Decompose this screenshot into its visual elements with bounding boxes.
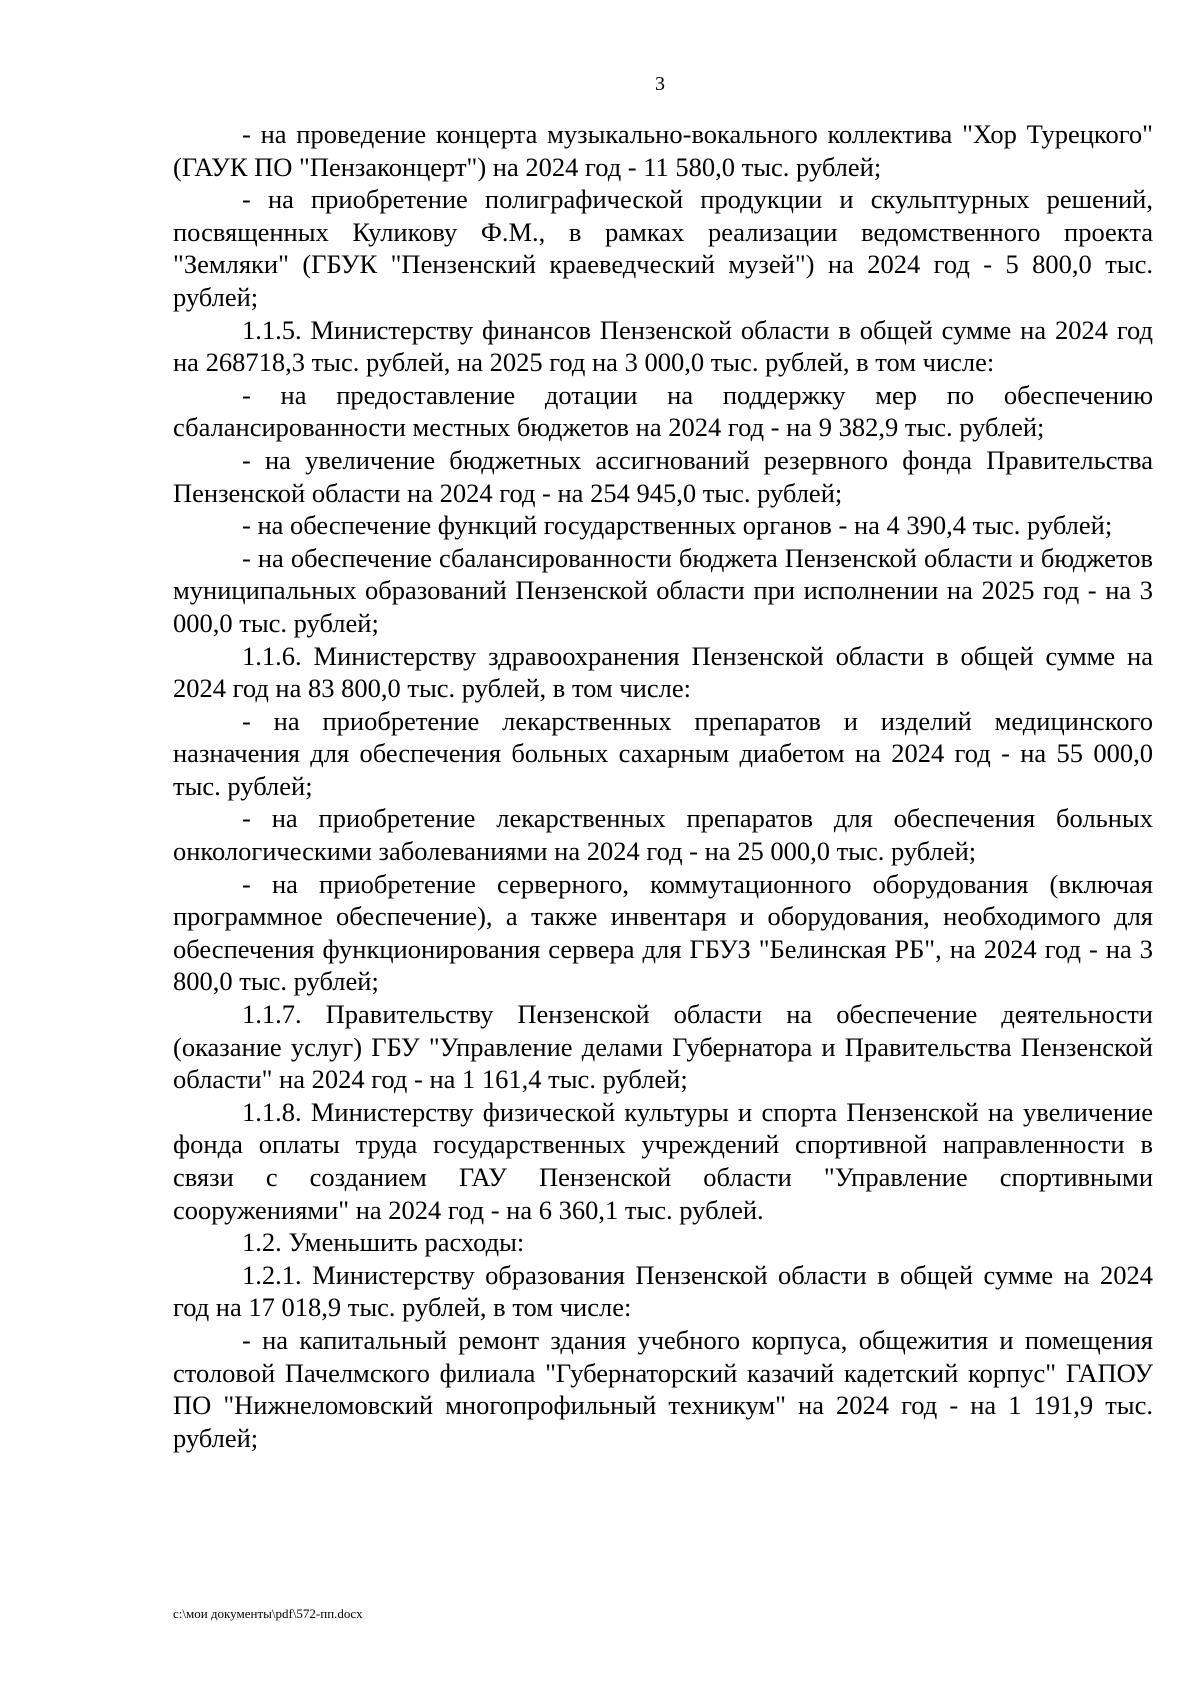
paragraph: - на приобретение лекарственных препаратов и изделий медицинского назначения для обеспечения больных сахарным диабетом на 2024 год - на 55 000,0 тыс. рублей; [173,705,1153,801]
paragraph: - на проведение концерта музыкально-вокального коллектива "Хор Турецкого" (ГАУК ПО "Пензаконцерт") на 2024 год - 11 580,0 тыс. рублей; [173,119,1153,182]
paragraph: 1.1.8. Министерству физической культуры и спорта Пензенской на увеличение фонда оплаты труда государственных учреждений спортивной направленности в связи с созданием ГАУ Пензенской области "Управление спортивными сооружениями" на 2024 год - на 6 360,1 тыс. рублей. [173,1096,1153,1225]
footer-file-path: c:\мои документы\pdf\572-пп.docx [173,1606,363,1621]
paragraph: - на приобретение серверного, коммутационного оборудования (включая программное обеспечение), а также инвентаря и оборудования, необходимого для обеспечения функционирования сервера для ГБУЗ "Белинская РБ", на 2024 год - на 3 800,0 тыс. рублей; [173,868,1153,997]
paragraph: 1.1.7. Правительству Пензенской области на обеспечение деятельности (оказание услуг) ГБУ "Управление делами Губернатора и Правительства Пензенской области" на 2024 год - на 1 161,4 тыс. рублей; [173,999,1153,1095]
paragraph: - на обеспечение сбалансированности бюджета Пензенской области и бюджетов муниципальных образований Пензенской области при исполнении на 2025 год - на 3 000,0 тыс. рублей; [173,542,1153,638]
page-number: 3 [655,73,665,95]
paragraph: 1.1.6. Министерству здравоохранения Пензенской области в общей сумме на 2024 год на 83 800,0 тыс. рублей, в том числе: [173,640,1153,704]
paragraph: 1.2. Уменьшить расходы: [242,1227,525,1258]
paragraph: - на увеличение бюджетных ассигнований резервного фонда Правительства Пензенской области на 2024 год - на 254 945,0 тыс. рублей; [173,444,1153,508]
paragraph: 1.1.5. Министерству финансов Пензенской области в общей сумме на 2024 год на 268718,3 тыс. рублей, на 2025 год на 3 000,0 тыс. рублей, в том числе: [173,314,1153,378]
paragraph: - на капитальный ремонт здания учебного корпуса, общежития и помещения столовой Пачелмского филиала "Губернаторский казачий кадетский корпус" ГАПОУ ПО "Нижнеломовский многопрофильный техникум" на 2024 год - на 1 191,9 тыс. рублей; [173,1324,1153,1453]
document-body [173,118,1153,1454]
paragraph: - на приобретение полиграфической продукции и скульптурных решений, посвященных Куликову Ф.М., в рамках реализации ведомственного проекта "Земляки" (ГБУК "Пензенский краеведческий музей") на 2024 год - 5 800,0 тыс. рублей; [173,184,1153,312]
paragraph: 1.2.1. Министерству образования Пензенской области в общей сумме на 2024 год на 17 018,9 тыс. рублей, в том числе: [173,1259,1153,1323]
paragraph: - на предоставление дотации на поддержку мер по обеспечению сбалансированности местных бюджетов на 2024 год - на 9 382,9 тыс. рублей; [173,379,1153,443]
paragraph: - на приобретение лекарственных препаратов для обеспечения больных онкологическими заболеваниями на 2024 год - на 25 000,0 тыс. рублей; [173,803,1153,867]
paragraph: - на обеспечение функций государственных органов - на 4 390,4 тыс. рублей; [242,510,1113,541]
